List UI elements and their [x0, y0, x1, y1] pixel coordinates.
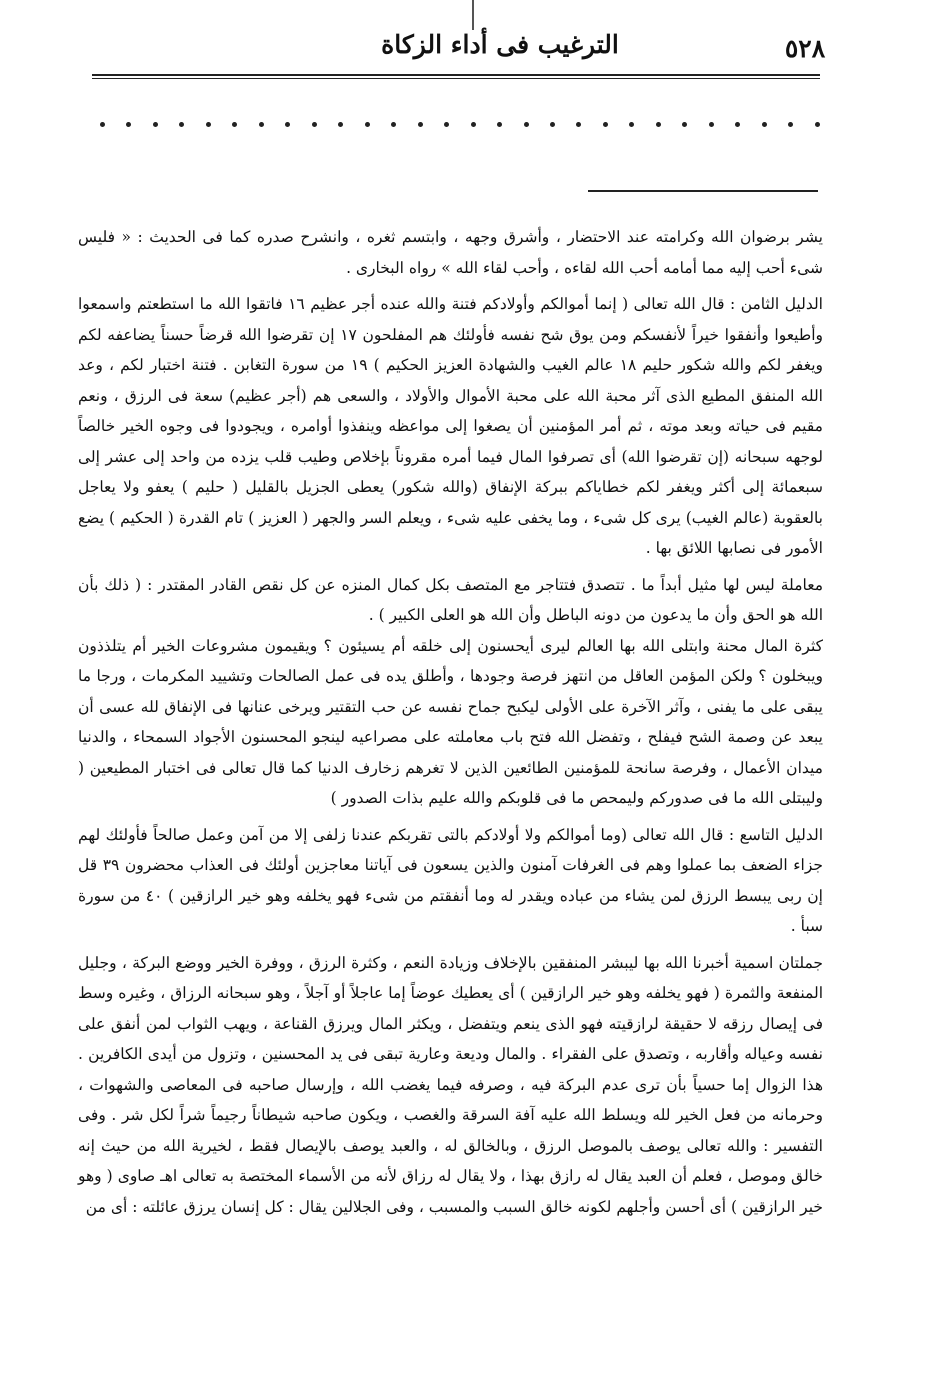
separator-dot [682, 122, 687, 127]
separator-dot [179, 122, 184, 127]
separator-dot [338, 122, 343, 127]
separator-dot [471, 122, 476, 127]
separator-rule [588, 190, 818, 192]
separator-dot [232, 122, 237, 127]
section-separator-dots [100, 112, 820, 136]
paragraph-wealth-trial: كثرة المال محنة وابتلى الله بها العالم ليرى أيحسنون إلى خلقه أم يسيئون ؟ ويقيمون مشروعات الخير أم يتلذذون ويبخلون ؟ ولكن المؤمن العاقل من انتهز فرصة وجودها ، وأطلق يده فى عمل الصالحات وتشييد المكرمات ، ورجا ما يبقى على ما يفنى ، وآثر الآخرة على الأولى ليكبح جماح نفسه عن حب التقتير ويرخى عنانها فى الإنفاق لله عسى أن يبعد عن وصمة الشح فيفلح ، وتفضل الله فتح باب معاملته على مصراعيه لينجو المحسنون الأجواد السمحاء ، والدنيا ميدان الأعمال ، وفرصة سانحة للمؤمنين الطائعين الذين لا تغرهم زخارف الدنيا كما قال تعالى فى اختبار المطيعين ( وليبتلى الله ما فى صدوركم وليمحص ما فى قلوبكم والله عليم بذات الصدور ) [78, 636, 823, 807]
paragraph-commentary: جملتان اسمية أخبرنا الله بها ليبشر المنفقين بالإخلاف وزيادة النعم ، وكثرة الرزق ، ووفرة الخير ووضع البركة ، وجليل المنفعة والثمرة ( فهو يخلفه وهو خير الرازقين ) أى يعطيك عوضاً إما عاجلاً أو آجلاً ، وهو سبحانه الرزاق ، وغيره وسط فى إيصال رزقه لا حقيقة لرازقيته فهو الذى ينعم ويتفضل ، ويكثر المال ويرزق القناعة ، ويهب الثواب لمن أنفق على نفسه وعياله وأقاربه ، وتصدق على الفقراء . والمال وديعة وعارية تبقى فى يد المحسنين ، وتزول من أيدى الكافرين . هذا الزوال إما حسياً بأن ترى عدم البركة فيه ، وصرفه فيما يغضب الله ، وإرسال صاحبه فى المعاصى والشهوات ، وحرمانه من فعل الخير لله ويسلط الله عليه آفة السرقة والغصب ، ويكون صاحبه شيطاناً رجيماً شراً لكل شر . وفى التفسير : والله تعالى يوصف بالموصل الرزق ، وبالخالق له ، والعبد يوصف بالإيصال فقط ، لخيرية الله من حيث إنه خالق وموصل ، فعلم أن العبد يقال له رازق بهذا ، ولا يقال له رزاق لأنه من الأسماء المختصة به تعالى اهـ صاوى ( وهو خير الرازقين ) أى أحسن وأجلهم لكونه خالق السبب والمسبب ، وفى الجلالين يقال : كل إنسان يرزق عائلته : أى من [78, 953, 823, 1216]
separator-dot [391, 122, 396, 127]
separator-dot [497, 122, 502, 127]
separator-dot [550, 122, 555, 127]
separator-dot [629, 122, 634, 127]
separator-dot [603, 122, 608, 127]
separator-dot [126, 122, 131, 127]
separator-dot [153, 122, 158, 127]
separator-dot [312, 122, 317, 127]
header-rule [92, 74, 820, 76]
page-number: ٥٢٨ [784, 34, 826, 63]
header-rule-thin [92, 78, 820, 79]
separator-dot [735, 122, 740, 127]
separator-dot [285, 122, 290, 127]
separator-dot [418, 122, 423, 127]
separator-dot [259, 122, 264, 127]
separator-dot [206, 122, 211, 127]
header-tick-mark [472, 0, 474, 30]
separator-dot [709, 122, 714, 127]
separator-dot [815, 122, 820, 127]
separator-dot [762, 122, 767, 127]
separator-dot [365, 122, 370, 127]
separator-dot [656, 122, 661, 127]
paragraph-dealing: معاملة ليس لها مثيل أبداً ما . تتصدق فتتاجر مع المتصف بكل كمال المنزه عن كل نقص القادر المقتدر : ( ذلك بأن الله هو الحق وأن ما يدعون من دونه الباطل وأن الله هو العلى الكبير ) . [78, 575, 823, 624]
separator-dot [100, 122, 105, 127]
paragraph-ninth-evidence: الدليل التاسع : قال الله تعالى (وما أموالكم ولا أولادكم بالتى تقربكم عندنا زلفى إلا من آمن وعمل صالحاً فأولئك لهم جزاء الضعف بما عملوا وهم فى الغرفات آمنون والذين يسعون فى آياتنا معاجزين أولئك فى العذاب محضرون ٣٩ قل إن ربى يبسط الرزق لمن يشاء من عباده ويقدر له وما أنفقتم من شىء فهو يخلفه وهو خير الرازقين ) ٤٠ من سورة سبأ . [78, 825, 823, 935]
separator-dot [788, 122, 793, 127]
separator-dot [524, 122, 529, 127]
body-text [78, 222, 823, 1362]
running-title: الترغيب فى أداء الزكاة [381, 30, 619, 59]
paragraph-eighth-evidence: الدليل الثامن : قال الله تعالى ( إنما أموالكم وأولادكم فتنة والله عنده أجر عظيم ١٦ فاتقوا الله ما استطعتم واسمعوا وأطيعوا وأنفقوا خيراً لأنفسكم ومن يوق شح نفسه فأولئك هم المفلحون ١٧ إن تقرضوا الله قرضاً حسناً يضاعفه لكم ويغفر لكم والله شكور حليم ١٨ عالم الغيب والشهادة العزيز الحكيم ) ١٩ من سورة التغابن . فتنة اختبار لكم ، وعد الله المنفق المطيع الذى آثر محبة الله على محبة الأموال والأولاد ، والسعى هم (أجر عظيم) سعة فى الرزق ، ونعم مقيم فى حياته وبعد موته ، ثم أمر المؤمنين أن يصغوا إلى مواعظه وينفذوا أوامره ، ويجودوا فى وجوه الخير خالصاً لوجهه سبحانه (إن تقرضوا الله) أى تصرفوا المال فيما أمره مقروناً بإخلاص وطيب قلب يزده من واحد إلى عشر إلى سبعمائة إلى أكثر ويغفر لكم خطاياكم ببركة الإنفاق (والله شكور) يعطى الجزيل بالقليل ( حليم ) يعفو ولا يعاجل بالعقوبة (عالم الغيب) يرى كل شىء ، وما يخفى عليه شىء ، ويعلم السر والجهر ( العزيز ) تام القدرة ( الحكيم ) يضع الأمور فى نصابها اللائق بها . [78, 295, 823, 557]
separator-dot [444, 122, 449, 127]
separator-dot [576, 122, 581, 127]
paragraph-intro: يشر برضوان الله وكرامته عند الاحتضار ، وأشرق وجهه ، وابتسم ثغره ، وانشرح صدره كما فى الحديث : « فليس شىء أحب إليه مما أمامه أحب الله لقاءه ، وأحب لقاء الله » رواه البخارى . [78, 228, 823, 277]
